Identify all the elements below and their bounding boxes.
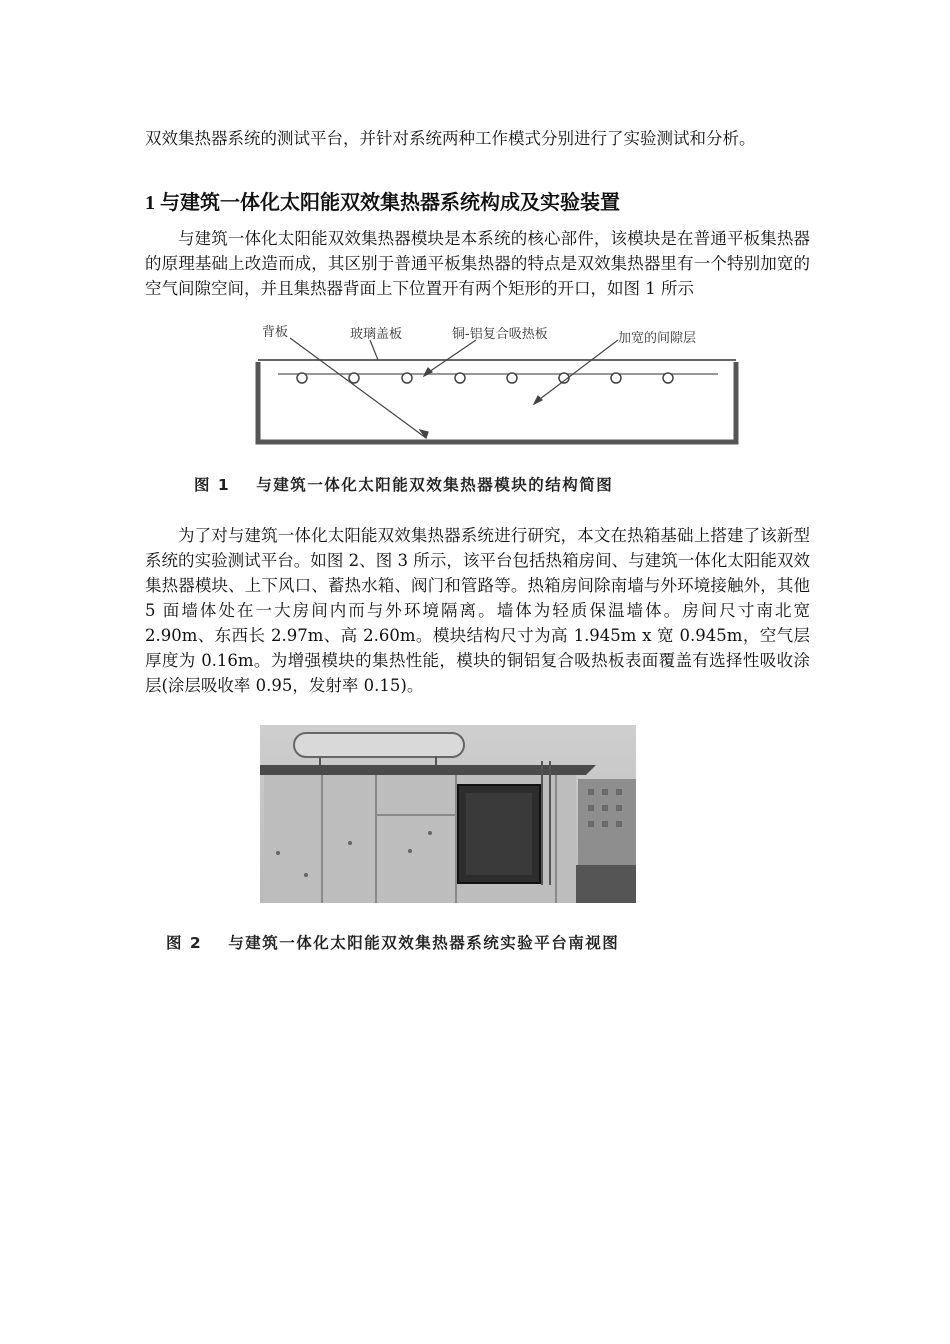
figure2-water-tank [294, 733, 464, 757]
paragraph-module: 与建筑一体化太阳能双效集热器模块是本系统的核心部件，该模块是在普通平板集热器的原理基础上改造而成，其区别于普通平板集热器的特点是双效集热器里有一个特别加宽的空气间隙空间，并且集热器背面上下位置开有两个矩形的开口，如图 1 所示 [145, 229, 810, 298]
paragraph-intro: 双效集热器系统的测试平台，并针对系统两种工作模式分别进行了实验测试和分析。 [145, 129, 756, 148]
figure1-caption-text: 与建筑一体化太阳能双效集热器模块的结构简图 [256, 476, 614, 494]
figure1-label-back-plate: 背板 [262, 325, 289, 340]
figure1-label-air-gap: 加宽的间隙层 [618, 331, 697, 346]
figure2-caption [166, 931, 619, 953]
figure2-railing [576, 865, 636, 903]
figure2-caption-text: 与建筑一体化太阳能双效集热器系统实验平台南视图 [228, 934, 620, 952]
figure1-leaders [290, 338, 618, 438]
figure1-caption-number: 图 1 [194, 476, 231, 494]
figure1-label-glass-cover: 玻璃盖板 [350, 327, 403, 342]
paragraph-platform: 为了对与建筑一体化太阳能双效集热器系统进行研究，本文在热箱基础上搭建了该新型系统的实验测试平台。如图 2、图 3 所示，该平台包括热箱房间、与建筑一体化太阳能双效集热器模块、上下风口、蓄热水箱、阀门和管路等。热箱房间除南墙与外环境接触外，其他 5 面墙体处在一大房间内而与外环境隔离。墙体为轻质保温墙体。房间尺寸南北宽 2.90m、东西长 2.97m、高 2.60m。模块结构尺寸为高 1.945m x 宽 0.945m，空气层厚度为 0.16m。为增强模块的集热性能，模块的铜铝复合吸热板表面覆盖有选择性吸收涂层(涂层吸收率 0.95，发射率 0.15)。 [145, 526, 810, 695]
figure2-caption-number: 图 2 [166, 934, 203, 952]
figure2-roof [260, 765, 596, 775]
figure1-schematic [240, 322, 760, 452]
section-heading: 1 与建筑一体化太阳能双效集热器系统构成及实验装置 [145, 192, 620, 214]
figure1-label-absorber: 铜-铝复合吸热板 [452, 327, 548, 342]
figure1-caption [194, 473, 613, 495]
figure2-collector-glass [466, 793, 532, 875]
figure2-photo [260, 725, 636, 903]
